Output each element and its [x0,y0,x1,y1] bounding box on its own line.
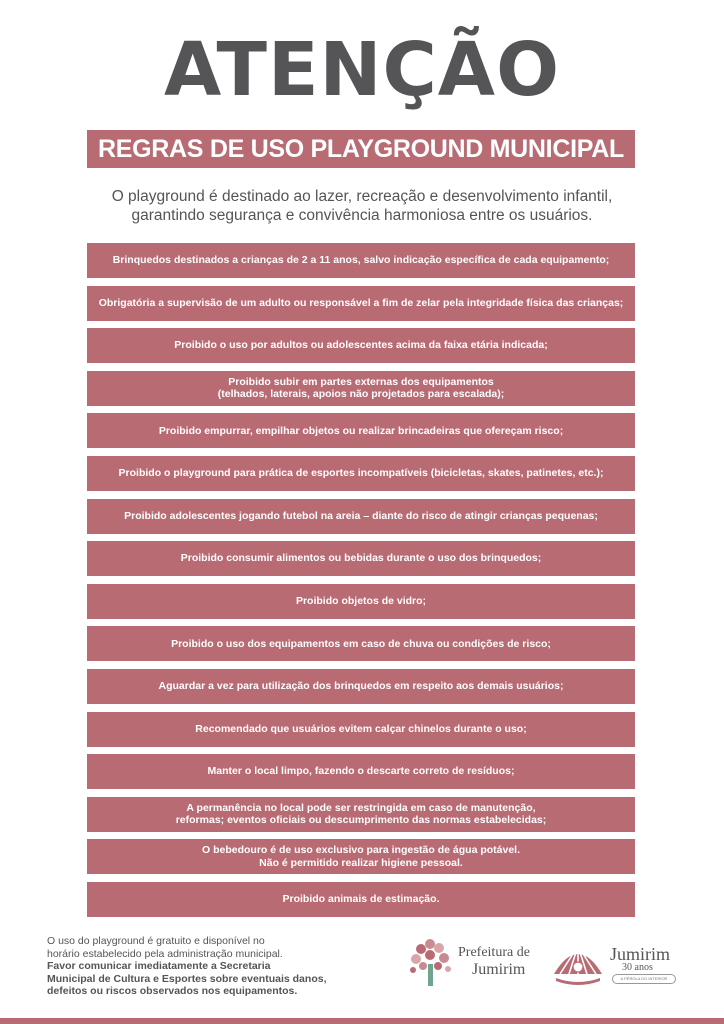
rule-item: Proibido objetos de vidro; [87,584,635,619]
rule-item: Proibido o uso dos equipamentos em caso de chuva ou condições de risco; [87,626,635,661]
rule-item: Manter o local limpo, fazendo o descarte correto de resíduos; [87,754,635,789]
jumirim-anniversary-logo [550,940,680,990]
rule-item: Proibido o playground para prática de esportes incompatíveis (bicicletas, skates, patinetes, etc.); [87,456,635,491]
intro-text [60,187,664,225]
rules-list [87,243,635,925]
report-line-3: defeitos ou riscos observados nos equipamentos. [47,985,298,997]
report-line-1: Favor comunicar imediatamente a Secretaria [47,960,271,972]
prefeitura-label: Prefeitura de [458,945,530,960]
rule-item: Proibido o uso por adultos ou adolescentes acima da faixa etária indicada; [87,328,635,363]
jumirim-years: 30 anos [622,962,653,973]
tree-logo-icon [408,936,454,988]
rule-item: Proibido empurrar, empilhar objetos ou realizar brincadeiras que ofereçam risco; [87,413,635,448]
bottom-strip [0,1018,724,1024]
rule-item: Proibido adolescentes jogando futebol na areia – diante do risco de atingir crianças pequenas; [87,499,635,534]
notice-line-1: O uso do playground é gratuito e disponível no [47,935,265,947]
rule-item: Brinquedos destinados a crianças de 2 a 11 anos, salvo indicação específica de cada equipamento; [87,243,635,278]
rule-item: Obrigatória a supervisão de um adulto ou responsável a fim de zelar pela integridade física das crianças; [87,286,635,321]
jumirim-tagline: A PÉROLA DO INTERIOR [612,974,676,984]
rule-item: Proibido animais de estimação. [87,882,635,917]
rule-item: Proibido subir em partes externas dos equipamentos (telhados, laterais, apoios não projetados para escalada); [87,371,635,406]
rule-item: Recomendado que usuários evitem calçar chinelos durante o uso; [87,712,635,747]
intro-line-2: garantindo segurança e convivência harmoniosa entre os usuários. [131,207,593,224]
footer-notice [47,935,357,998]
subtitle-banner: REGRAS DE USO PLAYGROUND MUNICIPAL [87,130,635,168]
intro-line-1: O playground é destinado ao lazer, recreação e desenvolvimento infantil, [111,188,613,205]
prefeitura-logo [408,936,538,988]
prefeitura-city: Jumirim [472,961,526,978]
shell-logo-icon [550,940,606,986]
report-line-2: Municipal de Cultura e Esportes sobre eventuais danos, [47,972,327,985]
rule-item: A permanência no local pode ser restringida em caso de manutenção, reformas; eventos oficiais ou descumprimento das normas estabelecidas; [87,797,635,832]
jumirim-name: Jumirim [610,944,671,964]
notice-line-2: horário estabelecido pela administração municipal. [47,947,283,960]
rule-item: Aguardar a vez para utilização dos brinquedos em respeito aos demais usuários; [87,669,635,704]
page-title: ATENÇÃO [164,27,560,113]
rule-item: Proibido consumir alimentos ou bebidas durante o uso dos brinquedos; [87,541,635,576]
rule-item: O bebedouro é de uso exclusivo para ingestão de água potável. Não é permitido realizar higiene pessoal. [87,839,635,874]
